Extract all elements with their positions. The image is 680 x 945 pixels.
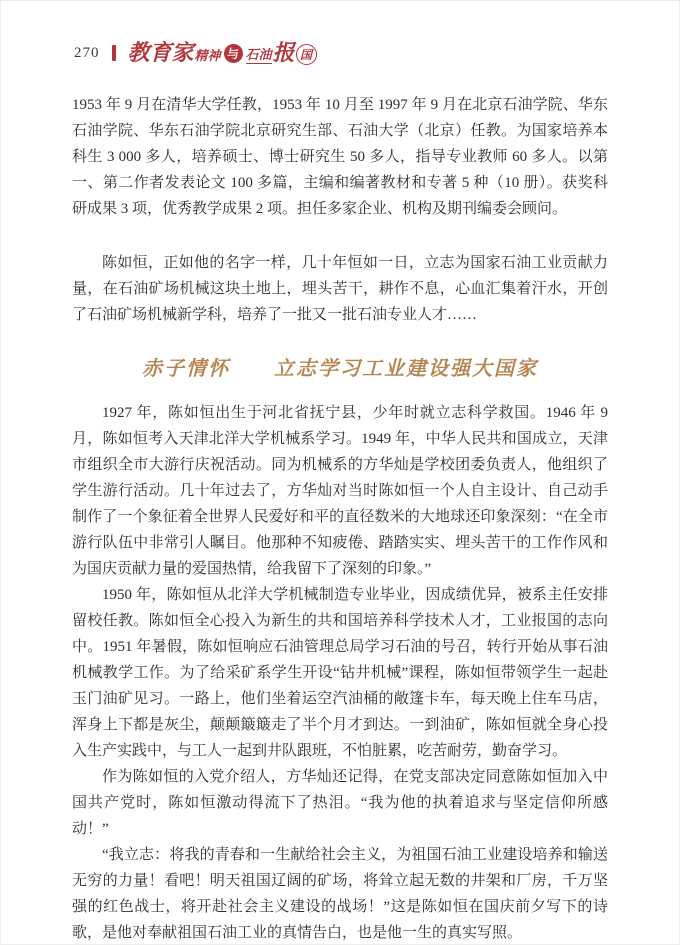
logo-text-bao: 报 (272, 40, 295, 66)
logo-guo-circle-icon: 国 (296, 44, 317, 65)
paragraph-intro: 陈如恒，正如他的名字一样，几十年恒如一日，立志为国家石油工业贡献力量，在石油矿场机械这块土地上，埋头苦干，耕作不息，心血汇集着汗水，开创了石油矿场机械新学科，培养了一批又一批石油专业人才…… (72, 255, 608, 323)
paragraph-poem-pledge: “我立志：将我的青春和一生献给社会主义，为祖国石油工业建设培养和输送无穷的力量！看吧！明天祖国辽阔的矿场，将耸立起无数的井架和厂房，千万坚强的红色战士，将开赴社会主义建设的战场！”这是陈如恒在国庆前夕写下的诗歌，是他对奉献祖国石油工业的真情告白，也是他一生的真实写照。 (72, 847, 608, 941)
logo-text-shiyou: 石油 (245, 47, 272, 63)
page-number: 270 (74, 44, 100, 61)
paragraph-career-start: 1950 年，陈如恒从北洋大学机械制造专业毕业，因成绩优异，被系主任安排留校任教。陈如恒全心投入为新生的共和国培养科学技术人才，工业报国的志向中。1951 年暑假，陈如恒响应石油管理总局学习石油的号召，转行开始从事石油机械教学工作。为了给采矿系学生开设“钻井机械”课程，陈如恒带领学生一起赴玉门油矿见习。一路上，他们坐着运空汽油桶的敞篷卡车，每天晚上住车马店，浑身上下都是灰尘，颠颠簸簸走了半个月才到达。一到油矿，陈如恒就全身心投入生产实践中，与工人一起到井队跟班，不怕脏累，吃苦耐劳，勤奋学习。 (72, 587, 608, 759)
logo-yu-circle-icon: 与 (224, 44, 243, 63)
paragraph-biography-continued: 1953 年 9 月在清华大学任教，1953 年 10 月至 1997 年 9 月在北京石油学院、华东石油学院、华东石油学院北京研究生部、石油大学（北京）任教。为国家培养本科生 3 000 多人，培养硕士、博士研究生 50 多人，指导专业教师 60 多人。以第一、第二作者发表论文 100 多篇，主编和编著教材和专著 5 种（10 册）。获奖科研成果 3 项，优秀教学成果 2 项。担任多家企业、机构及期刊编委会顾问。 (72, 97, 608, 217)
page-header (0, 0, 680, 70)
header-divider-bar (112, 45, 116, 61)
logo-text-jingshen: 精神 (194, 48, 221, 64)
book-title-logo (128, 42, 317, 65)
paragraph-party-introduction: 作为陈如恒的入党介绍人，方华灿还记得，在党支部决定同意陈如恒加入中国共产党时，陈如恒激动得流下了热泪。“我为他的执着追求与坚定信仰所感动！” (72, 769, 608, 837)
paragraph-early-life: 1927 年，陈如恒出生于河北省抚宁县，少年时就立志科学救国。1946 年 9 月，陈如恒考入天津北洋大学机械系学习。1949 年，中华人民共和国成立，天津市组织全市大游行庆祝活动。同为机械系的方华灿是学校团委负责人，他组织了学生游行活动。几十年过去了，方华灿对当时陈如恒一个人自主设计、自己动手制作了一个象征着全世界人民爱好和平的直径数米的大地球还印象深刻：“在全市游行队伍中非常引人瞩目。他那种不知疲倦、踏踏实实、埋头苦干的工作作风和为国庆贡献力量的爱国热情，给我留下了深刻的印象。” (72, 405, 608, 577)
section-heading: 赤子情怀 立志学习工业建设强大国家 (142, 356, 538, 380)
logo-text-jiaoyujia: 教育家 (127, 40, 194, 66)
page-body (0, 92, 680, 945)
